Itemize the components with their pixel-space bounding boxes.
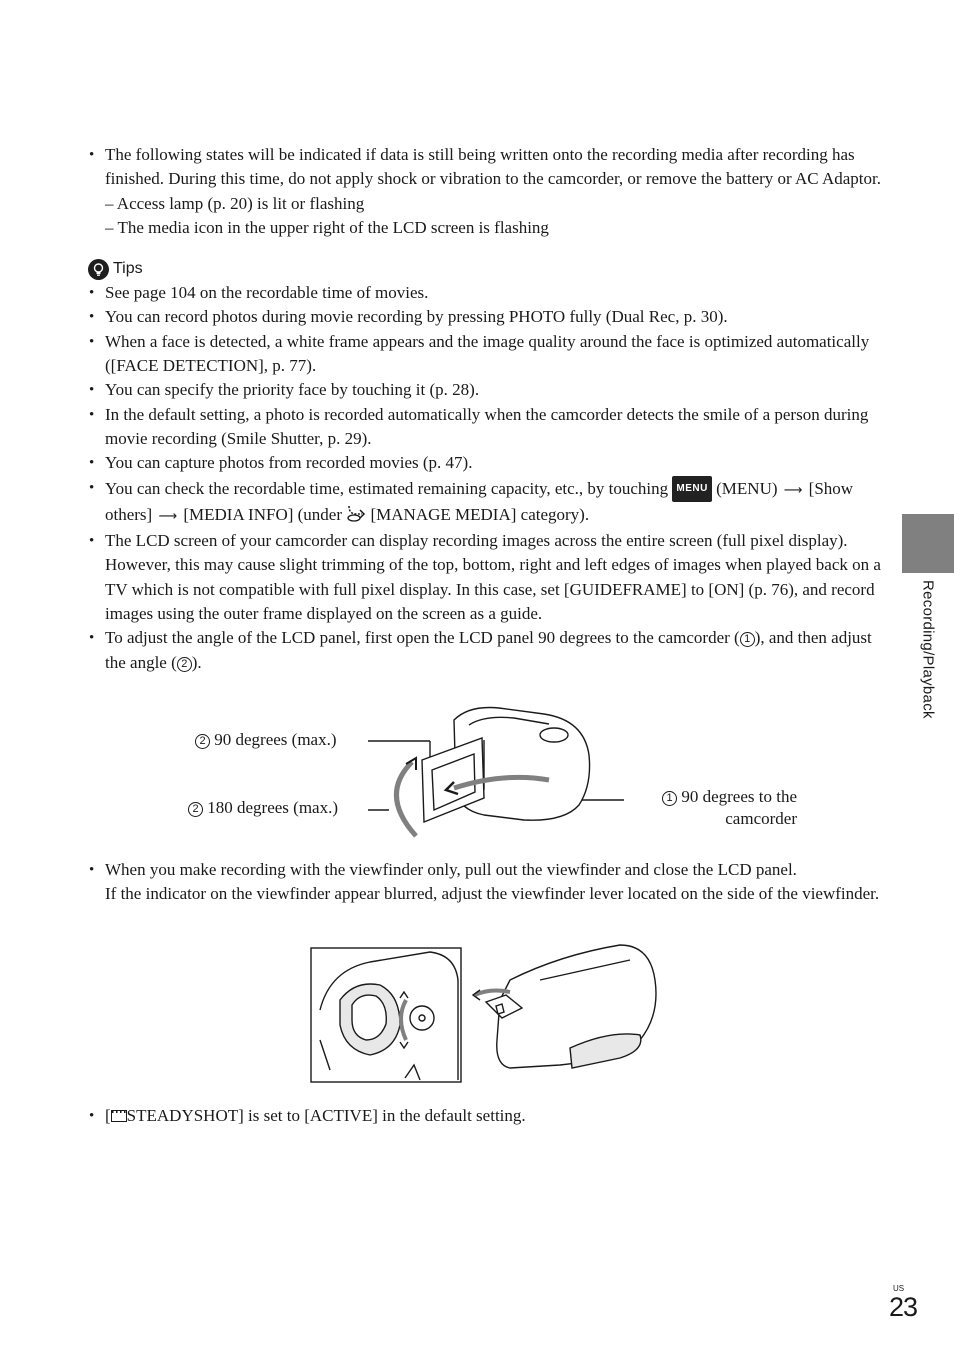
viewfinder-illustration (310, 940, 660, 1085)
main-content (88, 143, 884, 675)
tips-heading (88, 257, 884, 281)
tips-label: Tips (113, 260, 143, 278)
arrow-right-icon: ⟶ (158, 508, 178, 524)
manage-media-icon (346, 504, 366, 522)
viewfinder-section (88, 858, 884, 907)
arrow-right-icon: ⟶ (783, 482, 803, 498)
section-tab-label: Recording/Playback (919, 580, 937, 719)
callout-number: 1 (740, 632, 755, 647)
tip-item: • In the default setting, a photo is recorded automatically when the camcorder detects the smile of a person during movie recording (Smile Shutter, p. 29). (88, 403, 884, 452)
label-180-degrees: 2 180 degrees (max.) (188, 798, 338, 818)
tip-item: • You can record photos during movie recording by pressing PHOTO fully (Dual Rec, p. 30). (88, 305, 884, 329)
label-90-degrees: 2 90 degrees (max.) (195, 730, 337, 750)
tip-item: • The LCD screen of your camcorder can display recording images across the entire screen (full pixel display). However, this may cause slight trimming of the top, bottom, right and left edges of images when played back on a TV which is not compatible with full pixel display. In this case, set [GUIDEFRAME] to [ON] (p. 76), and record images using the outer frame displayed on the screen as a guide. (88, 529, 884, 626)
state-item: – The media icon in the upper right of the LCD screen is flashing (105, 217, 549, 237)
tip-item: • When a face is detected, a white frame appears and the image quality around the face is optimized automatically ([FACE DETECTION], p. 77). (88, 330, 884, 379)
tip-item-angle: • To adjust the angle of the LCD panel, first open the LCD panel 90 degrees to the camcorder ( 1 ), and then adjust the angle ( 2 ). (88, 626, 884, 675)
movie-film-icon (111, 1110, 127, 1122)
tip-item-check-capacity: • You can check the recordable time, estimated remaining capacity, etc., by touching MENU (MENU) ⟶ [Show others] ⟶ [MEDIA INFO] (under [MANAGE MEDIA] category). (88, 476, 884, 530)
lightbulb-icon (88, 259, 109, 280)
viewfinder-bullet: • When you make recording with the viewfinder only, pull out the viewfinder and close the LCD panel. If the indicator on the viewfinder appear blurred, adjust the viewfinder lever located on the side of the viewfinder. (88, 858, 884, 907)
tip-item: • You can specify the priority face by touching it (p. 28). (88, 378, 884, 402)
tip-item: • You can capture photos from recorded movies (p. 47). (88, 451, 884, 475)
label-90-to-camcorder: 1 90 degrees to the camcorder (640, 786, 797, 830)
intro-text: The following states will be indicated if data is still being written onto the recording media after recording has finished. During this time, do not apply shock or vibration to the camcorder, or remove the battery or AC Adaptor. (105, 145, 881, 189)
menu-button-icon: MENU (672, 476, 711, 502)
camcorder-lcd-illustration (184, 700, 804, 845)
steadyshot-section (88, 1104, 884, 1128)
page-number: 23 (889, 1292, 918, 1322)
section-tab (902, 514, 954, 573)
page-locale: US (893, 1284, 905, 1293)
viewfinder-figure (310, 940, 660, 1090)
tip-item: • See page 104 on the recordable time of movies. (88, 281, 884, 305)
callout-number: 2 (177, 657, 192, 672)
intro-bullet (88, 143, 884, 192)
state-item: – Access lamp (p. 20) is lit or flashing (105, 193, 365, 213)
steadyshot-bullet: • [ STEADYSHOT] is set to [ACTIVE] in the default setting. (88, 1104, 884, 1128)
lcd-angle-figure (184, 700, 804, 845)
